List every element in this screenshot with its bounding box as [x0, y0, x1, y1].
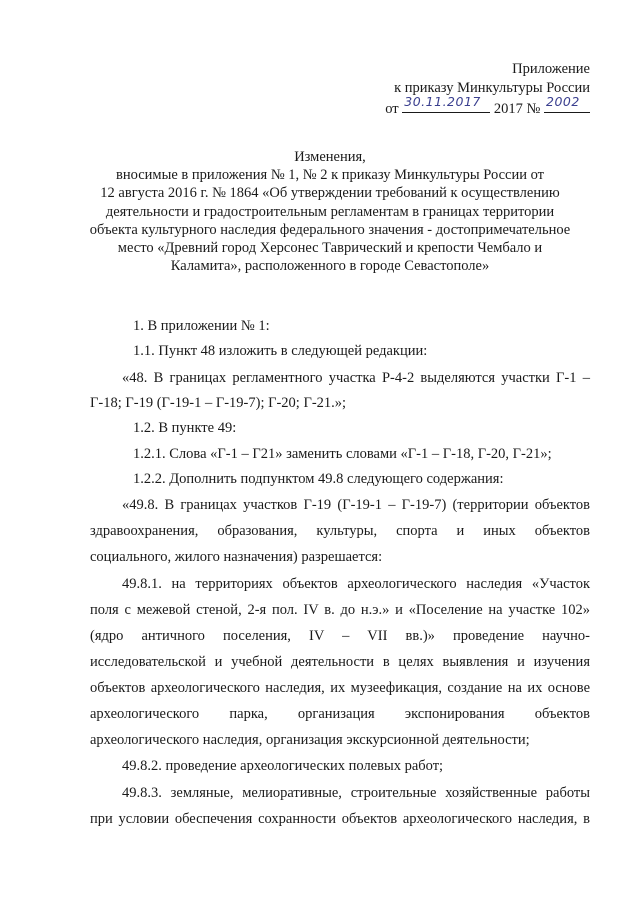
paragraph-49-8-1-line: археологического наследия, организация экскурсионной деятельности;	[90, 732, 530, 748]
paragraph-49-8-1-line: (ядро античного поселения, IV – VII вв.)» проведение научно-	[90, 628, 590, 644]
paragraph-1-2: 1.2. В пункте 49:	[133, 420, 237, 436]
handwritten-date: 30.11.2017	[404, 94, 481, 109]
year-number-label: 2017 №	[493, 101, 541, 117]
paragraph-49-8-line: здравоохранения, образования, культуры, спорта и иных объектов	[90, 523, 590, 539]
paragraph-49-8-line: социального, жилого назначения) разрешается:	[90, 549, 383, 565]
title-line: место «Древний город Херсонес Таврический и крепости Чембало и	[117, 240, 543, 257]
paragraph-48-line: «48. В границах регламентного участка Р-4-2 выделяются участки Г-1 –	[122, 370, 590, 386]
document-title	[70, 148, 590, 275]
title-line: 12 августа 2016 г. № 1864 «Об утверждении требований к осуществлению	[100, 185, 560, 202]
paragraph-49-8-2: 49.8.2. проведение археологических полевых работ;	[122, 758, 444, 774]
paragraph-49-8-1-line: 49.8.1. на территориях объектов археологического наследия «Участок	[122, 576, 590, 592]
paragraph-49-8-1-line: поля с межевой стеной, 2-я пол. IV в. до н.э.» и «Поселение на участке 102»	[90, 602, 590, 618]
paragraph-1-1: 1.1. Пункт 48 изложить в следующей редакции:	[133, 343, 428, 359]
paragraph-1-2-2: 1.2.2. Дополнить подпунктом 49.8 следующего содержания:	[133, 471, 504, 487]
paragraph-1-2-1: 1.2.1. Слова «Г-1 – Г21» заменить словами «Г-1 – Г-18, Г-20, Г-21»;	[133, 446, 552, 462]
title-line: объекта культурного наследия федерального значения - достопримечательное	[89, 221, 571, 238]
paragraph-49-8-3-line: при условии обеспечения сохранности объектов археологического наследия, в	[90, 811, 590, 827]
title-heading: Изменения,	[294, 149, 366, 165]
date-blank	[402, 94, 490, 113]
paragraph-49-8-1-line: объектов археологического наследия, их музеефикация, создание на их основе	[90, 680, 590, 696]
paragraph-49-8-1-line: исследовательской и учебной деятельности в целях выявления и изучения	[90, 654, 590, 670]
paragraph-49-8-3-line: 49.8.3. земляные, мелиоративные, строительные хозяйственные работы	[122, 785, 590, 801]
title-line: Каламита», расположенного в городе Севастополе»	[170, 258, 490, 275]
paragraph-49-8-line: «49.8. В границах участков Г-19 (Г-19-1 – Г-19-7) (территории объектов	[122, 497, 590, 513]
title-line: вносимые в приложения № 1, № 2 к приказу Минкультуры России от	[115, 167, 545, 184]
paragraph-49-8-1-line: археологического парка, организация экспонирования объектов	[90, 706, 590, 722]
order-date-number-line	[385, 94, 590, 119]
paragraph-1: 1. В приложении № 1:	[133, 318, 270, 334]
paragraph-48-line: Г-18; Г-19 (Г-19-1 – Г-19-7); Г-20; Г-21.»;	[90, 395, 347, 411]
date-prefix: от	[385, 101, 399, 117]
handwritten-number: 2002	[546, 94, 580, 109]
number-blank	[544, 94, 590, 113]
title-line: деятельности и градостроительным регламентам в границах территории	[105, 203, 555, 220]
appendix-label: Приложение	[512, 61, 590, 77]
order-reference: к приказу Минкультуры России	[394, 80, 590, 96]
